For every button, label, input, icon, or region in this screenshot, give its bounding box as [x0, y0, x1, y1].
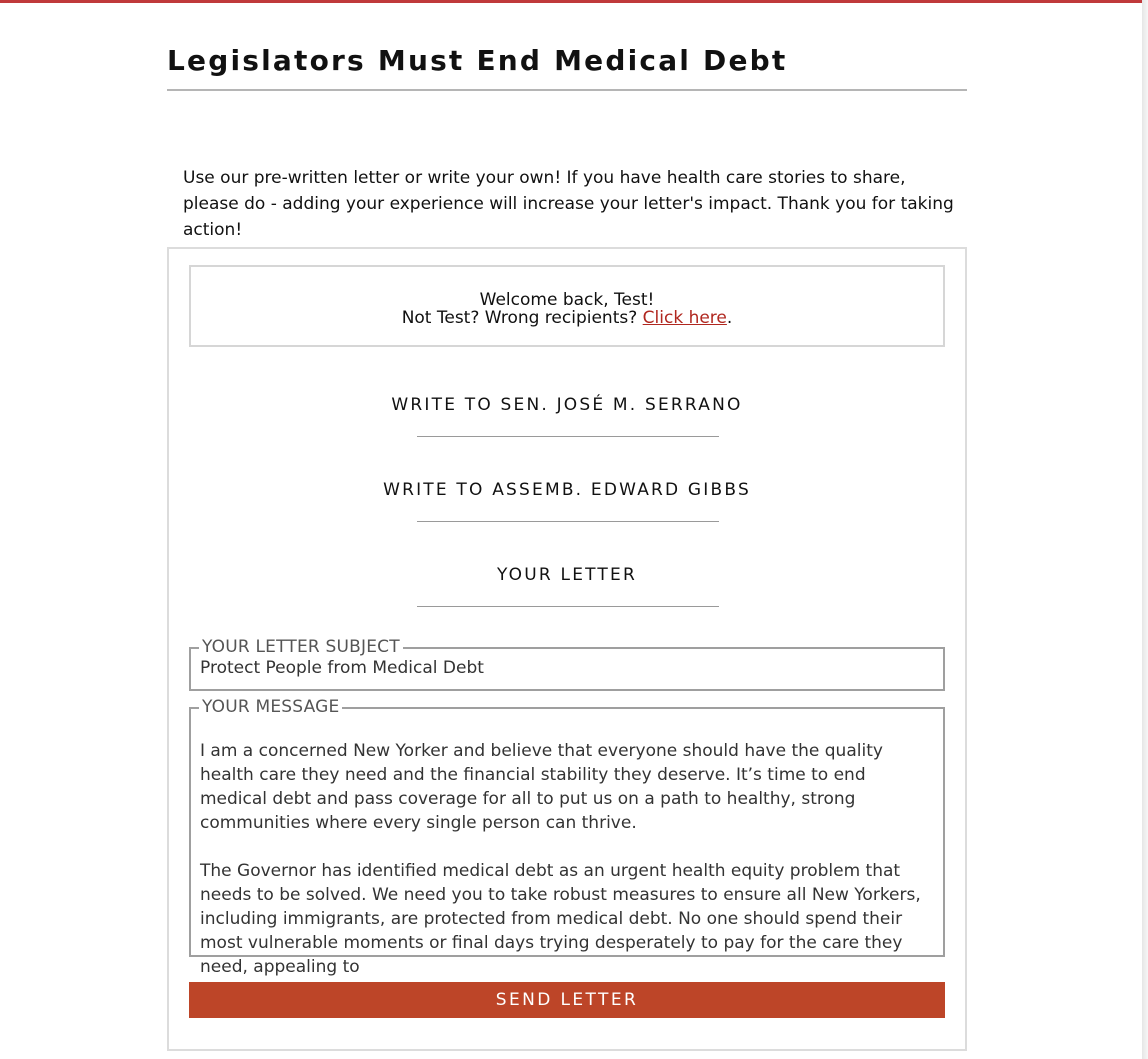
letter-panel	[167, 247, 967, 1051]
intro-text: Use our pre-written letter or write your own! If you have health care stories to share, please do - adding your experience will increase your letter's impact. Thank you for taking action!	[183, 168, 954, 240]
message-paragraph: I am a concerned New Yorker and believe that everyone should have the quality health care they need and the financial stability they deserve. It’s time to end medical debt and pass coverage for all to put us on a path to healthy, strong communities where every single person can thrive.	[200, 741, 883, 833]
message-label: YOUR MESSAGE	[199, 697, 342, 717]
page-container	[167, 0, 967, 1010]
page-title: Legislators Must End Medical Debt	[167, 44, 967, 91]
tab-write-senator[interactable]: WRITE TO SEN. JOSÉ M. SERRANO	[391, 395, 743, 415]
welcome-greeting: Welcome back, Test!	[479, 290, 655, 310]
subject-label: YOUR LETTER SUBJECT	[199, 637, 403, 657]
scrollbar-track[interactable]	[1142, 0, 1148, 1059]
send-letter-button[interactable]: SEND LETTER	[189, 982, 945, 1018]
welcome-recipient-line	[191, 309, 943, 327]
subject-input-value[interactable]: Protect People from Medical Debt	[200, 658, 484, 678]
section-divider	[417, 521, 719, 522]
subject-field[interactable]	[189, 637, 945, 691]
section-divider	[417, 436, 719, 437]
welcome-box	[189, 265, 945, 347]
not-user-text: Not Test? Wrong recipients?	[401, 308, 638, 328]
click-here-link[interactable]: Click here	[642, 308, 727, 328]
message-textarea[interactable]	[200, 739, 932, 977]
welcome-trailing: .	[726, 308, 733, 328]
section-divider	[417, 606, 719, 607]
tab-your-letter[interactable]: YOUR LETTER	[497, 565, 637, 585]
message-field[interactable]	[189, 697, 945, 977]
tab-write-assemblymember[interactable]: WRITE TO ASSEMB. EDWARD GIBBS	[383, 480, 751, 500]
message-paragraph: The Governor has identified medical debt as an urgent health equity problem that needs to be solved. We need you to take robust measures to ensure all New Yorkers, including immigrants, are protected from medical debt. No one should spend their most vulnerable moments or final days trying desperately to pay for the care they need, appealing to	[200, 861, 921, 977]
